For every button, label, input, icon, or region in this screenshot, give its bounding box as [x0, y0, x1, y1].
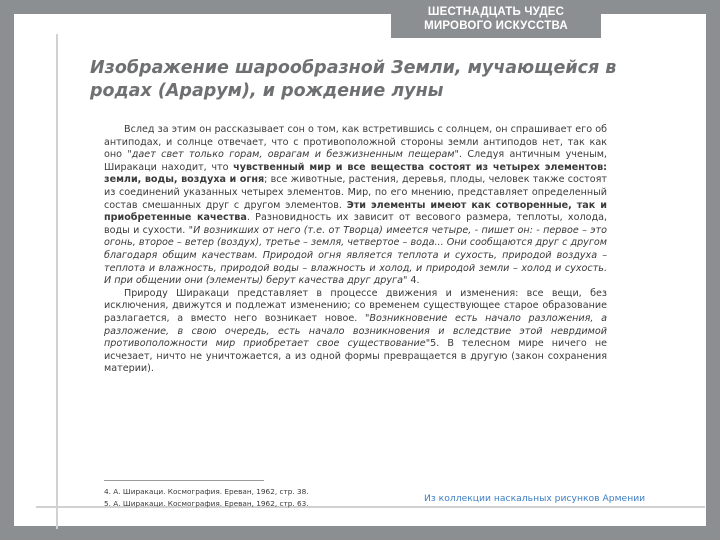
- body-paragraph-1: [104, 124, 607, 288]
- footnote-divider: [104, 480, 264, 481]
- footnote-5: 5. А. Ширакаци. Космография. Ереван, 1962, стр. 63.: [104, 499, 309, 508]
- footnote-4: 4. А. Ширакаци. Космография. Ереван, 1962, стр. 38.: [104, 487, 309, 496]
- text-run: ; все животные, растения, деревья, плоды, человек также состоят из соединений указанных четырех элементов. Мир, по его мнению, представляет определенный состав смешанных друг с другом элементов.: [104, 174, 607, 211]
- header-line-1: ШЕСТНАДЦАТЬ ЧУДЕС: [427, 6, 565, 18]
- text-run: . Разновидность их зависит от весового размера, теплоты, холода, воды и сухости. ": [104, 212, 608, 236]
- body-text: [104, 124, 607, 376]
- footnotes: [104, 486, 404, 510]
- text-run: Природу Ширакаци представляет в процессе движения и изменения: все вещи, без исключения, движутся и подлежат изменению; со временем существующее старое образование разлагается, а вместо него возникает новое. ": [104, 287, 607, 324]
- emphasis-text: Эти элементы имеют как сотворенные, так и приобретенные качества: [104, 199, 607, 224]
- header-banner: [391, 0, 601, 38]
- emphasis-text: чувственный мир и все вещества состоят из четырех элементов: земли, воды, воздуха и огня: [104, 161, 607, 186]
- quote-text: И возникших от него (т.е. от Творца) имеется четыре, - пишет он: - первое – это огонь, второе – ветер (воздух), третье – земля, четвертое – вода... Они сообщаются друг с другом благодаря общим качествам. Природой огня является теплота и сухость, природой воздуха – теплота и влажность, природой воды – влажность и холод, и природой земли – холод и сухость. И при общении они (элементы) берут качества друг друга: [104, 224, 607, 287]
- copyright-notice: © 2017, Ваганян В.: [623, 518, 700, 527]
- text-run: ". Следуя античным ученым, Ширакаци находит, что: [104, 149, 607, 173]
- image-caption: Из коллекции наскальных рисунков Армении: [424, 493, 646, 504]
- header-line-2: МИРОВОГО ИСКУССТВА: [424, 20, 568, 32]
- text-run: " 4.: [402, 275, 420, 287]
- slide-title: Изображение шарообразной Земли, мучающейся в родах (Арарум), и рождение луны: [90, 58, 617, 101]
- decorative-vertical-line: [56, 34, 58, 529]
- text-run: "5. В телесном мире ничего не исчезает, ничто не уничтожается, а из одной формы превращается в другую (закон сохранения материи).: [104, 338, 608, 375]
- body-paragraph-2: [104, 288, 607, 376]
- quote-text: дает свет только горам, оврагам и безжизненным пещерам: [131, 149, 455, 161]
- quote-text: Возникновение есть начало разложения, а разложение, в свою очередь, есть начало возникновения и вследствие этой неврдимой противоположности мир приобретает свое существование: [104, 312, 608, 350]
- text-run: Вслед за этим он рассказывает сон о том, как встретившись с солнцем, он спрашивает его об антиподах, и солнце отвечает, что с противоположной стороны земли антиподов нет, так как оно ": [104, 124, 607, 161]
